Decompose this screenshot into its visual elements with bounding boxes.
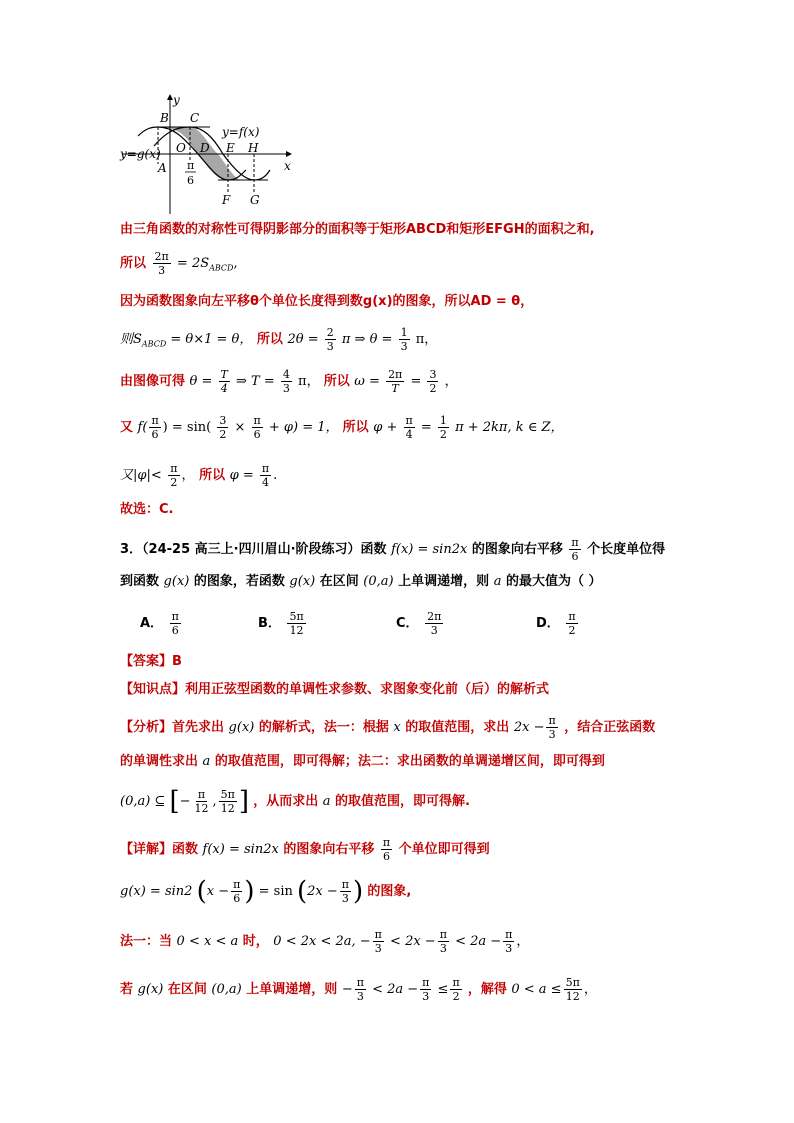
- label-B: B: [160, 111, 169, 125]
- detail-line-2: g(x) = sin2 (x − $\frac{\pi}{6}$ ) = sin (2x − $\frac{\pi}{3}$ ) 的图象,: [120, 876, 412, 907]
- option-d[interactable]: D． $\frac{\pi}{2}$: [536, 610, 576, 637]
- label-A: A: [158, 161, 167, 175]
- label-gx: y=g(x): [120, 147, 161, 161]
- solution-line-4: 则$S_{ABCD} = \theta\times 1 = \theta$， 所以 2θ = $\frac{2}{3}$ π ⇒ θ = $\frac{1}{3}$ π，: [120, 326, 438, 353]
- answer-choice-line: 故选：C.: [120, 502, 174, 517]
- detail-line-1: 【详解】函数 f(x) = sin2x 的图象向右平移 $\frac{\pi}{6}$ 个单位即可得到: [120, 836, 490, 863]
- label-y: y: [173, 93, 180, 107]
- sine-graph-figure: [118, 92, 298, 217]
- label-pi: π: [187, 159, 195, 172]
- label-E: E: [226, 141, 235, 155]
- label-x: x: [284, 159, 291, 173]
- option-a[interactable]: A． $\frac{\pi}{6}$: [140, 610, 179, 637]
- question-3-line-1: 3．（24-25 高三上·四川眉山·阶段练习）函数 f(x) = sin2x 的图象向右平移 $\frac{\pi}{6}$ 个长度单位得: [120, 536, 666, 563]
- label-D: D: [200, 141, 210, 155]
- method-1-line-2: 若 g(x) 在区间 (0,a) 上单调递增，则 − $\frac{\pi}{3}$ < 2a − $\frac{\pi}{3}$ ≤ $\frac{\pi}{2}$ ，解得 0 < a ≤ $\frac{5\pi}{12}$ ，: [120, 976, 597, 1003]
- answer-label: 【答案】B: [120, 654, 182, 669]
- solution-line-5: 由图像可得 θ = $\frac{T}{4}$ ⇒ T = $\frac{4}{3}$ π， 所以 ω = $\frac{2\pi}{T}$ = $\frac{3}{2}$ ，: [120, 368, 458, 395]
- label-O: O: [176, 141, 186, 155]
- analysis-line-2: 的单调性求出 a 的取值范围，即可得解；法二：求出函数的单调递增区间，即可得到: [120, 754, 605, 769]
- solution-line-2: 所以 $\frac{2\pi}{3}$ = $2S_{ABCD}$,: [120, 250, 238, 277]
- method-1-line-1: 法一：当 0 < x < a 时， 0 < 2x < 2a, − $\frac{\pi}{3}$ < 2x − $\frac{\pi}{3}$ < 2a − $\frac{\pi}{3}$ ，: [120, 928, 530, 955]
- solution-line-7: 又|φ|< $\frac{\pi}{2}$ ， 所以 φ = $\frac{\pi}{4}$ .: [120, 462, 278, 489]
- label-fx: y=f(x): [222, 125, 260, 139]
- label-H: H: [248, 141, 259, 155]
- x-axis-arrow: [286, 151, 292, 157]
- label-G: G: [250, 193, 260, 207]
- solution-line-6: 又 f( $\frac{\pi}{6}$ ) = sin( $\frac{3}{2}$ × $\frac{\pi}{6}$ + φ) = 1， 所以 φ + $\frac{\pi}{4}$ = $\frac{1}{2}$ π + 2kπ, k ∈ Z，: [120, 414, 564, 441]
- option-c[interactable]: C． $\frac{2\pi}{3}$: [396, 610, 442, 637]
- question-3-line-2: 到函数 g(x) 的图象，若函数 g(x) 在区间 (0,a) 上单调递增，则 a 的最大值为（ ）: [120, 574, 602, 589]
- frac-2pi-3: $\frac{2\pi}{3}$: [154, 250, 169, 277]
- analysis-line-1: 【分析】首先求出 g(x) 的解析式，法一：根据 x 的取值范围，求出 2x − $\frac{\pi}{3}$ ，结合正弦函数: [120, 714, 656, 741]
- label-C: C: [190, 111, 200, 125]
- label-six: 6: [187, 174, 194, 187]
- label-F: F: [222, 193, 231, 207]
- knowledge-point: 【知识点】利用正弦型函数的单调性求参数、求图象变化前（后）的解析式: [120, 682, 550, 697]
- solution-line-1: 由三角函数的对称性可得阴影部分的面积等于矩形ABCD和矩形EFGH的面积之和,: [120, 222, 595, 237]
- analysis-line-3: (0,a) ⊆ [− $\frac{\pi}{12}$ , $\frac{5\pi}{12}$ ] ，从而求出 a 的取值范围，即可得解.: [120, 786, 470, 817]
- option-b[interactable]: B． $\frac{5\pi}{12}$: [258, 610, 304, 637]
- solution-line-3: 因为函数图象向左平移θ个单位长度得到数g(x)的图象，所以AD = θ，: [120, 294, 534, 309]
